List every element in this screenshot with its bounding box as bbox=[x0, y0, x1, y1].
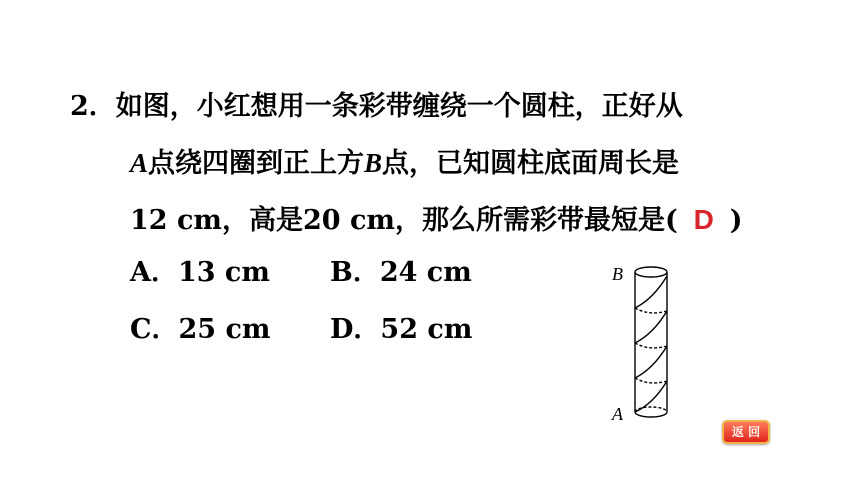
option-a-letter: A． bbox=[130, 257, 178, 288]
option-b-value: 24 cm bbox=[379, 257, 472, 288]
option-a bbox=[130, 256, 270, 290]
ribbon-segment-4 bbox=[635, 276, 667, 308]
cylinder-bottom-front bbox=[635, 412, 667, 417]
ribbon-segment-3 bbox=[635, 311, 667, 343]
question-line-2 bbox=[130, 146, 679, 181]
option-c-letter: C． bbox=[130, 314, 179, 345]
question-line-3 bbox=[130, 203, 743, 238]
option-c bbox=[130, 313, 270, 347]
ribbon-back-1 bbox=[635, 378, 667, 383]
option-b bbox=[330, 256, 472, 290]
figure-label-b: B bbox=[612, 264, 623, 284]
question-text-3: 12 cm，高是20 cm，那么所需彩带最短是( bbox=[130, 205, 678, 236]
cylinder-figure bbox=[608, 262, 688, 432]
question-text-2b: 点，已知圆柱底面周长是 bbox=[382, 148, 680, 179]
ribbon-back-2 bbox=[635, 343, 667, 348]
back-button[interactable]: 返 回 bbox=[722, 420, 770, 444]
question-close-paren: ) bbox=[729, 205, 743, 236]
question-line-1 bbox=[70, 90, 683, 124]
option-a-value: 13 cm bbox=[177, 257, 270, 288]
answer-blank bbox=[678, 203, 730, 238]
option-d-value: 52 cm bbox=[380, 314, 473, 345]
point-a-label: A bbox=[130, 148, 149, 178]
point-b-label: B bbox=[364, 148, 383, 178]
option-b-letter: B． bbox=[330, 257, 380, 288]
option-c-value: 25 cm bbox=[178, 314, 271, 345]
cylinder-top-ellipse bbox=[635, 267, 667, 277]
question-number: 2． bbox=[70, 91, 116, 122]
question-text-1: 如图，小红想用一条彩带缠绕一个圆柱，正好从 bbox=[115, 91, 683, 122]
ribbon-back-3 bbox=[635, 308, 667, 313]
figure-label-a: A bbox=[612, 404, 623, 424]
option-d-letter: D． bbox=[330, 314, 381, 345]
answer-value: D bbox=[693, 204, 714, 235]
ribbon-segment-2 bbox=[635, 346, 667, 378]
option-d bbox=[330, 313, 472, 347]
question-text-2a: 点绕四圈到正上方 bbox=[148, 148, 365, 179]
